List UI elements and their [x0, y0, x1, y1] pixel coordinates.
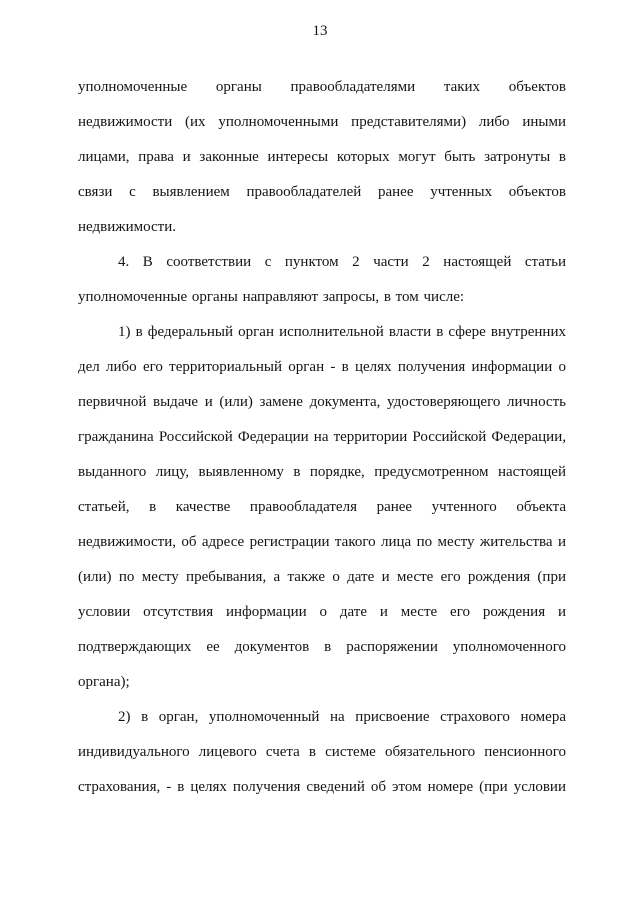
paragraph-subitem-2: 2) в орган, уполномоченный на присвоение страхового номера индивидуального лицевого счета в системе обязательного пенсионного страхования, - в целях получения сведений об этом номере (при условии [78, 709, 566, 795]
paragraph-subitem-1: 1) в федеральный орган исполнительной власти в сфере внутренних дел либо его территориальный орган - в целях получения информации о первичной выдаче и (или) замене документа, удостоверяющего личность гражданина Российской Федерации на территории Российской Федерации, выданного лицу, выявленному в порядке, предусмотренном настоящей статьей, в качестве правообладателя ранее учтенного объекта недвижимости, об адресе регистрации такого лица по месту жительства и (или) по месту пребывания, а также о дате и месте его рождения (при условии отсутствия информации о дате и месте его рождения и подтверждающих ее документов в распоряжении уполномоченного органа); [78, 324, 566, 690]
page-number: 13 [312, 23, 328, 39]
paragraph-continuation: уполномоченные органы правообладателями таких объектов недвижимости (их уполномоченными представителями) либо иными лицами, права и законные интересы которых могут быть затронуты в связи с выявлением правообладателей ранее учтенных объектов недвижимости. [78, 79, 566, 235]
paragraph-item-4: 4. В соответствии с пунктом 2 части 2 настоящей статьи уполномоченные органы направляют запросы, в том числе: [78, 254, 566, 305]
document-body [78, 70, 566, 805]
